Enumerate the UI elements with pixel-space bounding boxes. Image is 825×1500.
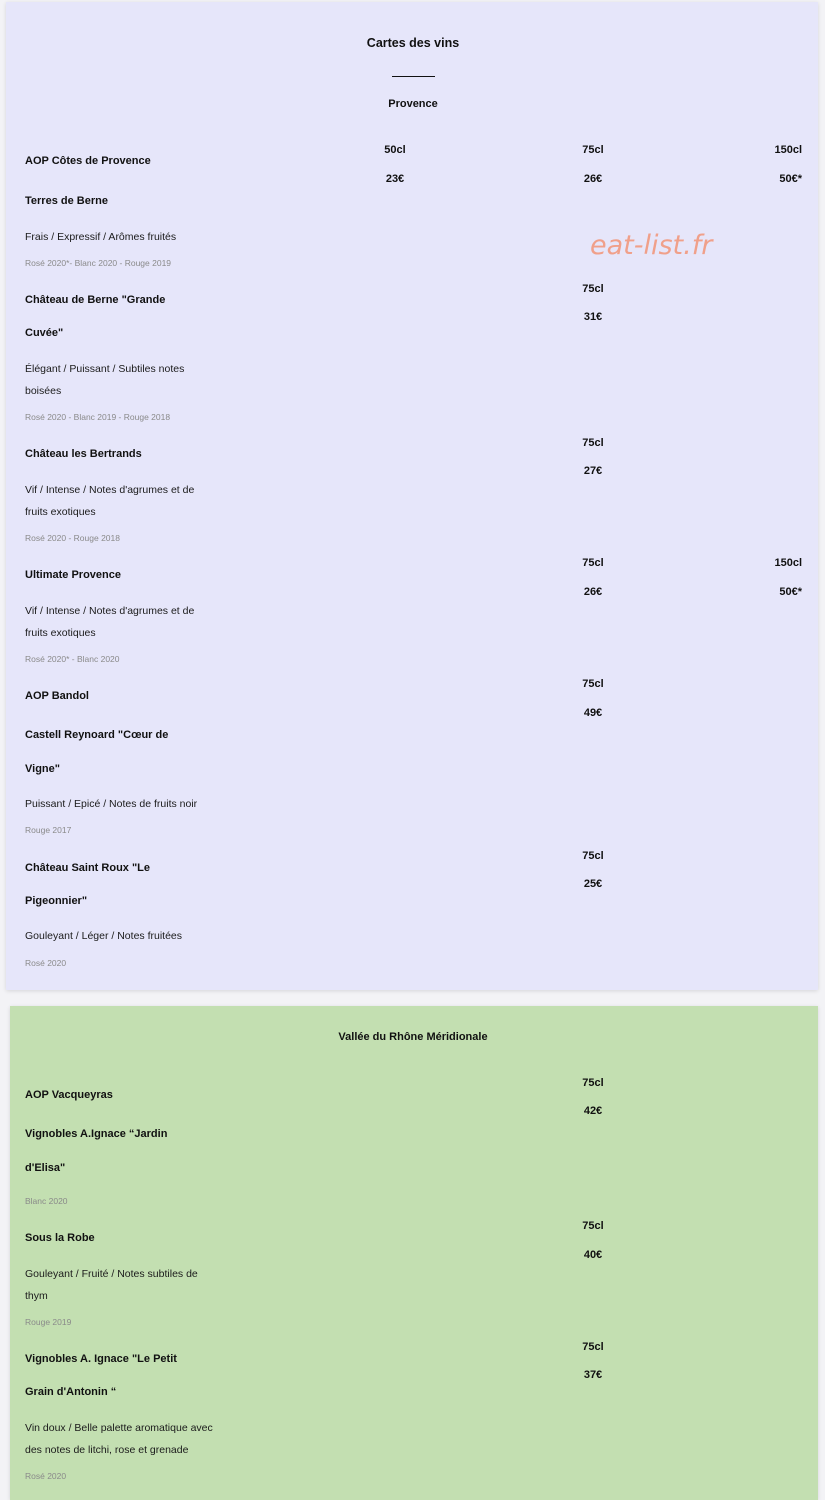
wine-vintage: Rosé 2020: [25, 958, 67, 968]
wine-price-75cl: 26€: [583, 586, 603, 598]
watermark-text: eat-list.fr: [590, 230, 713, 261]
wine-price: 31€: [583, 311, 603, 323]
wine-size: 75cl: [582, 850, 604, 862]
price-75cl: 26€: [583, 173, 603, 185]
size-75cl: 75cl: [582, 144, 604, 156]
wine-vintage: Rouge 2019: [25, 1317, 72, 1327]
wine-vintage: Rosé 2020*- Blanc 2020 - Rouge 2019: [25, 258, 172, 268]
wine-size: 75cl: [582, 1077, 604, 1089]
wine-vintage: Rosé 2020* - Blanc 2020: [25, 654, 120, 664]
wine-description-line2: des notes de litchi, rose et grenade: [25, 1444, 189, 1456]
wine-size: 75cl: [582, 283, 604, 295]
provence-card: [6, 2, 818, 990]
wine-name-line2: Cuvée": [25, 327, 64, 339]
wine-size-150cl: 150cl: [774, 557, 802, 569]
price-150cl: 50€*: [779, 173, 802, 185]
wine-description: Vif / Intense / Notes d'agrumes et de: [25, 605, 195, 617]
wine-price-150cl: 50€*: [779, 586, 802, 598]
wine-description-line2: fruits exotiques: [25, 506, 96, 518]
wine-name: Château Saint Roux "Le: [25, 862, 151, 874]
section-title-provence: Provence: [388, 98, 438, 110]
wine-vintage: Rosé 2020 - Rouge 2018: [25, 533, 120, 543]
wine-price: 25€: [583, 878, 603, 890]
wine-description: Gouleyant / Fruité / Notes subtiles de: [25, 1268, 198, 1280]
wine-description: Vin doux / Belle palette aromatique avec: [25, 1422, 213, 1434]
wine-name: Ultimate Provence: [25, 569, 121, 581]
wine-description: Élégant / Puissant / Subtiles notes: [25, 363, 185, 375]
size-50cl: 50cl: [384, 144, 406, 156]
wine-size: 75cl: [582, 1341, 604, 1353]
wine-description-line2: fruits exotiques: [25, 627, 96, 639]
wine-name-line2: Vigne": [25, 763, 60, 775]
wine-name: Château de Berne "Grande: [25, 294, 166, 306]
wine-name: Vignobles A. Ignace "Le Petit: [25, 1353, 177, 1365]
wine-name: Sous la Robe: [25, 1232, 95, 1244]
wine-name: Terres de Berne: [25, 195, 108, 207]
price-50cl: 23€: [385, 173, 405, 185]
aop-cotes-de-provence: AOP Côtes de Provence: [25, 155, 151, 167]
wine-name: Château les Bertrands: [25, 448, 142, 460]
page-title: Cartes des vins: [366, 36, 460, 50]
wine-price: 49€: [583, 707, 603, 719]
wine-price: 40€: [583, 1249, 603, 1261]
wine-price: 37€: [583, 1369, 603, 1381]
wine-name: Castell Reynoard "Cœur de: [25, 729, 169, 741]
wine-vintage: Rosé 2020: [25, 1471, 67, 1481]
aop-bandol: AOP Bandol: [25, 690, 89, 702]
wine-size-75cl: 75cl: [582, 557, 604, 569]
wine-name-line2: Pigeonnier": [25, 895, 88, 907]
wine-price: 42€: [583, 1105, 603, 1117]
wine-vintage: Rouge 2017: [25, 825, 72, 835]
wine-size: 75cl: [582, 678, 604, 690]
wine-name-line2: d'Elisa": [25, 1162, 66, 1174]
wine-description: Gouleyant / Léger / Notes fruitées: [25, 930, 183, 942]
wine-description: Vif / Intense / Notes d'agrumes et de: [25, 484, 195, 496]
wine-size: 75cl: [582, 1220, 604, 1232]
title-divider: [392, 76, 435, 77]
wine-description: Frais / Expressif / Arômes fruités: [25, 231, 177, 243]
wine-vintage: Blanc 2020: [25, 1196, 68, 1206]
wine-vintage: Rosé 2020 - Blanc 2019 - Rouge 2018: [25, 412, 171, 422]
wine-description-line2: thym: [25, 1290, 48, 1302]
wine-size: 75cl: [582, 437, 604, 449]
wine-description: Puissant / Epicé / Notes de fruits noir: [25, 798, 198, 810]
aop-vacqueyras: AOP Vacqueyras: [25, 1089, 113, 1101]
wine-name-line2: Grain d'Antonin “: [25, 1386, 117, 1398]
section-title-rhone: Vallée du Rhône Méridionale: [338, 1031, 488, 1043]
wine-price: 27€: [583, 465, 603, 477]
wine-description-line2: boisées: [25, 385, 62, 397]
wine-name: Vignobles A.Ignace “Jardin: [25, 1128, 168, 1140]
size-150cl: 150cl: [774, 144, 802, 156]
